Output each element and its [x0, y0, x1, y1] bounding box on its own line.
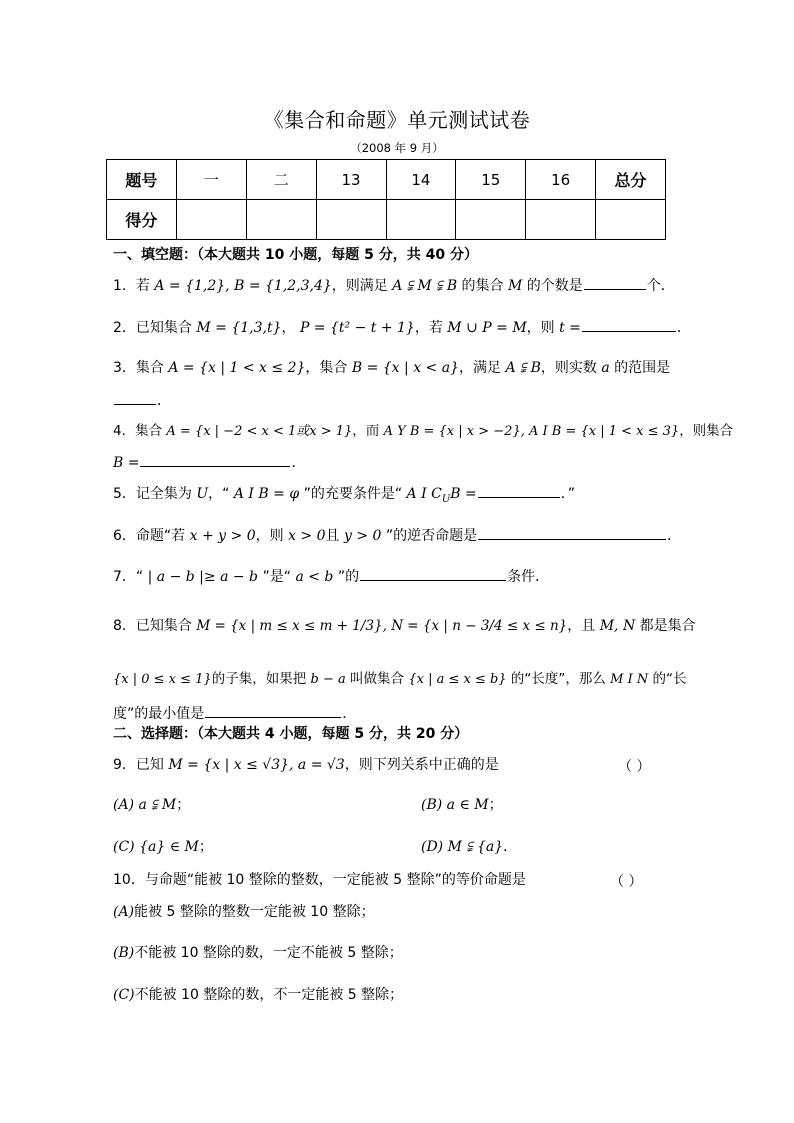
section-heading-fill-in: 一、填空题：（本大题共 10 小题，每题 5 分，共 40 分）: [113, 247, 478, 263]
q4-math: A Y B = {x | x > −2}, A I B = {x | 1 < x ≤ 3}: [383, 424, 680, 439]
q8-text: 8．已知集合: [113, 618, 197, 634]
q1-text: ，则满足: [331, 278, 393, 294]
q8-text: ，且: [567, 618, 600, 634]
option-c[interactable]: [113, 986, 403, 1004]
q8-text: 的“长: [648, 671, 687, 687]
q2-math: t =: [559, 320, 581, 336]
answer-blank[interactable]: [478, 484, 560, 498]
q5-text: ，“: [208, 486, 234, 502]
q6-text: ，则: [255, 528, 289, 544]
q4-text: ，则集合: [679, 423, 734, 439]
exam-date: （2008 年 9 月）: [350, 141, 444, 155]
q6-text: 且: [325, 528, 344, 544]
q8-text: 的“长度”，那么: [506, 671, 611, 687]
q7-text: 7．“: [113, 569, 148, 585]
q1-text: 个．: [646, 278, 675, 294]
q7-math: | a − b |≥ a − b: [147, 569, 259, 585]
option-a[interactable]: [113, 903, 375, 921]
q9-option-text: ；: [176, 797, 191, 813]
q8-math: M, N: [599, 618, 636, 634]
q5-math: U: [196, 486, 209, 502]
q7-math: a < b: [295, 569, 334, 585]
question-5: [113, 484, 575, 509]
answer-blank[interactable]: [582, 318, 676, 332]
q9-text: ，则下列关系中正确的是: [344, 757, 499, 773]
q2-text: 2．已知集合: [113, 320, 197, 336]
answer-paren[interactable]: （ ）: [610, 874, 643, 890]
q3-math: B = {x | x < a}: [351, 360, 459, 376]
q2-text: ，若: [414, 320, 448, 336]
question-8-cont: [113, 670, 687, 689]
q4-math: A = {x | −2 < x < 1或x > 1}: [166, 424, 353, 439]
option-b[interactable]: [113, 944, 403, 962]
question-1: [113, 276, 675, 295]
q3-text: 的范围是: [609, 360, 671, 376]
question-10: 10．与命题“能被 10 整除的整数，一定能被 5 整除”的等价命题是: [113, 872, 526, 888]
score-input-cell[interactable]: [526, 200, 596, 240]
question-6: [113, 526, 681, 545]
q3-text: ．: [157, 393, 171, 409]
table-cell: 15: [456, 160, 526, 200]
answer-blank[interactable]: [140, 453, 290, 467]
q4-math: B =: [113, 455, 140, 471]
q8-text: 的子集，如果把: [211, 671, 311, 687]
q10-option-label: (C): [113, 987, 135, 1003]
table-cell: 一: [176, 160, 246, 200]
q3-math: a: [601, 360, 610, 376]
option-d[interactable]: [421, 838, 517, 856]
answer-blank[interactable]: [584, 276, 646, 290]
q1-text: 的集合: [457, 278, 509, 294]
q9-option-text: ．: [503, 839, 518, 855]
table-cell: 13: [316, 160, 386, 200]
q3-text: ，集合: [305, 360, 352, 376]
q8-text: 都是集合: [635, 618, 696, 634]
question-4-cont: [113, 453, 305, 472]
table-cell: 总分: [596, 160, 666, 200]
score-input-cell[interactable]: [456, 200, 526, 240]
question-4: [113, 422, 733, 441]
table-cell: 二: [246, 160, 316, 200]
score-table: [106, 159, 666, 240]
q2-math: M ∪ P = M: [447, 320, 527, 336]
answer-blank[interactable]: [360, 567, 506, 581]
section-heading-multiple-choice: 二、选择题：（本大题共 4 小题，每题 5 分，共 20 分）: [113, 726, 469, 742]
q6-text: ”的逆否命题是: [381, 528, 478, 544]
q8-math: b − a: [310, 672, 346, 687]
q10-option-label: (B): [113, 945, 135, 961]
q3-text: ，满足: [458, 360, 506, 376]
q8-text: 叫做集合: [345, 671, 409, 687]
question-8: [113, 617, 696, 635]
q6-math: y > 0: [343, 528, 382, 544]
q5-math: B =: [450, 486, 477, 502]
q1-text: 1．若: [113, 278, 155, 294]
table-cell: 14: [386, 160, 456, 200]
score-input-cell[interactable]: [246, 200, 316, 240]
q5-math: A I B = φ: [233, 486, 300, 502]
q6-text: ．: [667, 528, 682, 544]
q9-option-text: (A) a ⫋ M: [113, 797, 177, 813]
question-8-cont2: [113, 704, 356, 723]
q7-text: 条件．: [507, 569, 550, 585]
option-c[interactable]: [113, 838, 213, 856]
q9-option-text: ；: [488, 797, 503, 813]
score-input-cell[interactable]: [316, 200, 386, 240]
question-9: [113, 756, 499, 774]
q1-text: 的个数是: [522, 278, 583, 294]
q2-math: M = {1,3,t}: [196, 320, 282, 336]
table-cell: 得分: [107, 200, 177, 240]
q3-text: 3．集合: [113, 360, 169, 376]
question-3: [113, 359, 670, 377]
q10-option-text: 能被 5 整除的整数一定能被 10 整除；: [134, 904, 375, 920]
q8-math: {x | a ≤ x ≤ b}: [408, 672, 507, 687]
q4-text: 4．集合: [113, 423, 167, 439]
q4-text: ．: [291, 455, 306, 471]
q7-text: ”是“: [258, 569, 296, 585]
q8-math: M I N: [610, 672, 649, 687]
q6-math: x > 0: [288, 528, 326, 544]
q5-text: 5．记全集为: [113, 486, 197, 502]
q7-text: ”的: [333, 569, 360, 585]
q8-text: 度”的最小值是: [113, 706, 205, 722]
q2-text: ．: [676, 320, 691, 336]
q3-text: ，则实数: [540, 360, 602, 376]
score-input-cell[interactable]: [176, 200, 246, 240]
q5-text: ”的充要条件是“: [299, 486, 407, 502]
score-input-cell[interactable]: [596, 200, 666, 240]
option-a[interactable]: [113, 796, 190, 814]
q2-math: P = {t² − t + 1}: [299, 320, 415, 336]
q1-math: M: [508, 278, 523, 294]
q5-math: U: [441, 493, 451, 505]
q6-math: x + y > 0: [189, 528, 256, 544]
answer-blank[interactable]: [478, 526, 666, 540]
answer-blank[interactable]: [114, 391, 156, 405]
q4-text: ，而: [352, 423, 384, 439]
option-b[interactable]: [421, 796, 503, 814]
q1-math: A ⫋ M ⫋ B: [392, 278, 458, 294]
q9-option-text: (B) a ∈ M: [421, 797, 489, 813]
q8-text: ．: [342, 706, 357, 722]
page-title: 《集合和命题》单元测试试卷: [263, 108, 531, 132]
score-input-cell[interactable]: [386, 200, 456, 240]
q10-option-text: 不能被 10 整除的数，不一定能被 5 整除；: [134, 987, 404, 1003]
answer-paren[interactable]: （ ）: [618, 759, 651, 775]
q8-math: M = {x | m ≤ x ≤ m + 1/3}, N = {x | n − 3/4 ≤ x ≤ n}: [196, 618, 568, 634]
question-2: [113, 318, 691, 337]
q10-option-text: 不能被 10 整除的数，一定不能被 5 整除；: [134, 945, 403, 961]
q9-option-text: (D) M ⫋ {a}: [421, 839, 504, 855]
q9-option-text: ；: [198, 839, 213, 855]
q2-text: ，: [281, 320, 300, 336]
q8-math: {x | 0 ≤ x ≤ 1}: [113, 672, 212, 687]
answer-blank[interactable]: [205, 704, 341, 718]
q2-text: ，则: [526, 320, 560, 336]
question-7: [113, 567, 549, 586]
q10-option-label: (A): [113, 904, 135, 920]
q1-math: A = {1,2}, B = {1,2,3,4}: [154, 278, 332, 294]
table-cell: 16: [526, 160, 596, 200]
q9-text: 9．已知: [113, 757, 169, 773]
table-row: [107, 160, 666, 200]
q5-math: A I C: [406, 486, 442, 502]
q9-option-text: (C) {a} ∈ M: [113, 839, 199, 855]
q3-math: A ⫋ B: [505, 360, 541, 376]
q9-math: M = {x | x ≤ √3}, a = √3: [168, 757, 345, 773]
q5-text: ．”: [560, 486, 575, 502]
question-3-cont: [113, 391, 171, 410]
table-row: [107, 200, 666, 240]
q6-text: 6．命题“若: [113, 528, 190, 544]
q3-math: A = {x | 1 < x ≤ 2}: [168, 360, 306, 376]
table-cell: 题号: [107, 160, 177, 200]
